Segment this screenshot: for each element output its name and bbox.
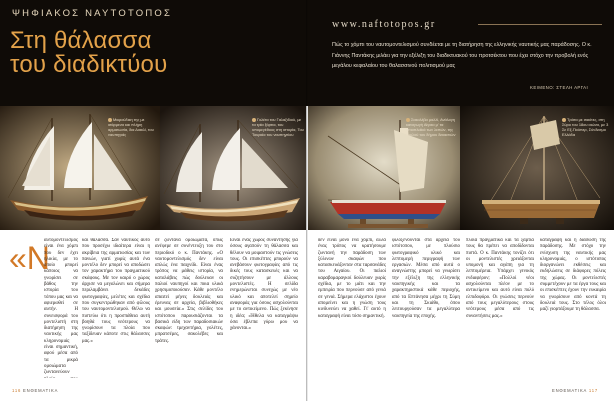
website-url: www.naftotopos.gr: [332, 19, 436, 30]
section-label: ΨΗΦΙΑΚΟΣ ΝΑΥΤΟΤΟΠΟΣ: [12, 8, 173, 19]
article-column-8: καταγραφή και η διάσωση της παράδοσης. Με στόχο την ενίσχυση της ναυτικής μας κληρονομιάς, ο ιστότοπος διοργανώνει εκθέσεις και εκδηλώσεις σε διάφορες πόλεις της χώρας. Οι μοντελιστές συμμετέχουν με τα έργα τους και οι επισκέπτες έχουν την ευκαιρία να γνωρίσουν από κοντά τη δουλειά τους. Στο τέλος όλοι μαζί γιορτάζουμε τη θάλασσα.: [540, 238, 606, 313]
article-column-1: αυτομοντελισμός είναι ένα χόμπι που δεν έχει ηλικία, με το οποίο μπορεί κάποιος να γνωρίσει σε βάθος την ιστορία του τόπου μας και να αφιερωθεί σε αυτήν. Η συνεισφορά του μοντελιστή στη διατήρηση της ναυτικής μας κληρονομιάς είναι σημαντική, αφού μέσα από τα μικρά ομοιώματα ζωντανεύουν: [44, 238, 78, 376]
headline: [10, 29, 167, 77]
magazine-name-right: ΕΝΘΕΜΑΤΙΚΑ: [552, 388, 587, 393]
photo-caption-4: Τράτα με σακίτες, στη Σύρο του 18ου αιώνα, με 3 Σε Εξ-Πούπερ, Σύνδεσμο Ελλάδα: [562, 117, 609, 137]
page-gutter: [306, 0, 308, 401]
photo-caption-1: Μικρούδικη της με ισάρμενα και πλήρη αρματωσία, δια Διακλί, του ναυπηγιάς: [108, 117, 154, 137]
headline-line-2: του διαδικτύου: [10, 51, 168, 78]
photo-caption-2: Γολέτα του Γαλαξιδιού, με τα τρία ξάρτια, του υπομεγέθους στη ιστορία, Του Τουρκία του ναυπηγείου: [252, 117, 304, 137]
article-column-4: Είναι ένας χώρος συνάντησης για όσους αγαπούν τη θάλασσα και θέλουν να μοιραστούν τις γνώσεις τους. Οι επισκέπτες μπορούν να ανεβάσουν φωτογραφίες από τις δικές τους κατασκευές και να συζητήσουν με άλλους μοντελιστές. Η σελίδα ενημερώνεται συνεχώς με νέο υλικό και αποτελεί σημείο αναφοράς για όσους ασχολούνται με το αντικείμενο. Πώς ξεκίνησε η ιδέα; «Ήθελα να καταγράψω όσα έβλεπα γύρω μου να χάνονται.»: [230, 238, 298, 332]
article-column-3: σε ζωντανά ομοιώματα, όπως ανέφερε σε συνέντευξη του στο περιοδικό ο κ. Παντάκης. «Ο ναυτομοντελισμός δεν είναι απλώς ένα παιχνίδι. Είναι ένας τρόπος να μάθεις ιστορία, να καταλάβεις πώς δούλευαν οι παλιοί ναυπηγοί και ποια υλικά χρησιμοποιούσαν. Κάθε μοντέλο απαιτεί μήνες δουλειάς και έρευνας σε αρχεία, βιβλιοθήκες και μουσεία.» Στις σελίδες του ιστότοπου παρουσιάζονται τα βασικά είδη των παραδοσιακών σκαφών: τρεχαντήρια, γολέτες, μπρατσέρες, σακολέβες και τράτες.: [155, 238, 223, 344]
drop-quote-initial: «Ν: [9, 240, 50, 276]
url-divider: [478, 24, 602, 25]
article-column-5: δεν είναι μόνο ένα χόμπι, αλλά ένας τρόπος να κρατήσουμε ζωντανή την παράδοση των ξύλινων σκαφών που κατασκευάζονταν στα ταρσανάδες του Αιγαίου. Οι παλιοί καραβομαραγκοί δούλευαν χωρίς σχέδια, με το μάτι και την εμπειρία που περνούσε από γενιά σε γενιά. Σήμερα ελάχιστοι έχουν απομείνει και η γνώση τους κινδυνεύει να χαθεί. Γι' αυτό η καταγραφή είναι τόσο σημαντική.: [318, 238, 386, 319]
article-column-2: και θάλασσα. Σαν ναυτικός αυτό που προσέχω ιδιαίτερα είναι η ακρίβεια της αρματωσίας και των πανιών, γιατί χωρίς αυτά ένα μοντέλο δεν μπορεί να αποδώσει τον χαρακτήρα του πραγματικού σκάφους. Με τον καιρό ο χώρος άρχισε να μεγαλώνει και σήμερα περιλαμβάνει δεκάδες φωτογραφίες, μελέτες και σχέδια που συγκεντρώθηκαν από φίλους του ναυτομοντελισμού. Θέλω να πιστεύω ότι η προσπάθεια αυτή βοηθά τους νεότερους να γνωρίσουν τα πλοία που ταξίδευαν κάποτε στις θάλασσες μας.»: [82, 238, 150, 344]
article-column-7: πλοία πραγματικά και τα ξάρτια τους θα πρέπει να αποδίδονται πιστά. Ο κ. Παντάκης τονίζει ότι οι μοντελιστές χρειάζονται υπομονή και αγάπη για τη λεπτομέρεια. Υπάρχει γενικός ενδιαφέρον; «Πολλοί νέοι ασχολούνται πλέον με το αντικείμενο και αυτό είναι πολύ ελπιδοφόρο. Οι γνώσεις περνούν από τους μεγαλύτερους στους νεότερους μέσα από τις συναντήσεις μας.»: [466, 238, 534, 319]
author-credit: ΚΕΙΜΕΝΟ: ΣΤΕΛΗ ΑΡΓΑΙ: [530, 85, 589, 90]
photo-caption-3: Σακολέβα μαλλί, Ανάλογη καταγωγή Αίγαιο μ' τα ιστιοπλοϊκά των λεπών, της λουλού του δήμου δεκαετιών: [406, 117, 456, 137]
footer-right: [552, 388, 598, 393]
page-number-right: 117: [588, 388, 598, 393]
article-column-6: φιλοξενούνται στα αρχεία του ιστότοπου, με πλούσιο φωτογραφικό υλικό και λεπτομερή περιγραφή των εργασιών. Μέσα από αυτά ο αναγνώστης μπορεί να γνωρίσει την εξέλιξη της ελληνικής ναυπηγικής και τα χαρακτηριστικά κάθε περιοχής, από τα Επτάνησα μέχρι τη Σύμη και τη Σκιάθο, όπου λειτουργούσαν τα μεγαλύτερα ναυπηγεία της εποχής.: [392, 238, 460, 319]
page-number-left: 116: [12, 388, 22, 393]
footer-left: [12, 388, 58, 393]
article-lede: Πώς το χόμπι του ναυτομοντελισμού συνδέεται με τη διατήρηση της ελληνικής ναυτικής μας παράδοσης. Ο κ. Γιάννης Παντάκης μιλάει για την εξέλιξη του διαδικτυακού του προτσέκτου που έχει στόχο την προβολή ενός μεγάλου κεφαλαίου του θαλασσινού πολιτισμού μας: [332, 42, 592, 70]
headline-line-1: Στη θάλασσα: [10, 27, 152, 54]
magazine-name-left: ΕΝΘΕΜΑΤΙΚΑ: [23, 388, 59, 393]
